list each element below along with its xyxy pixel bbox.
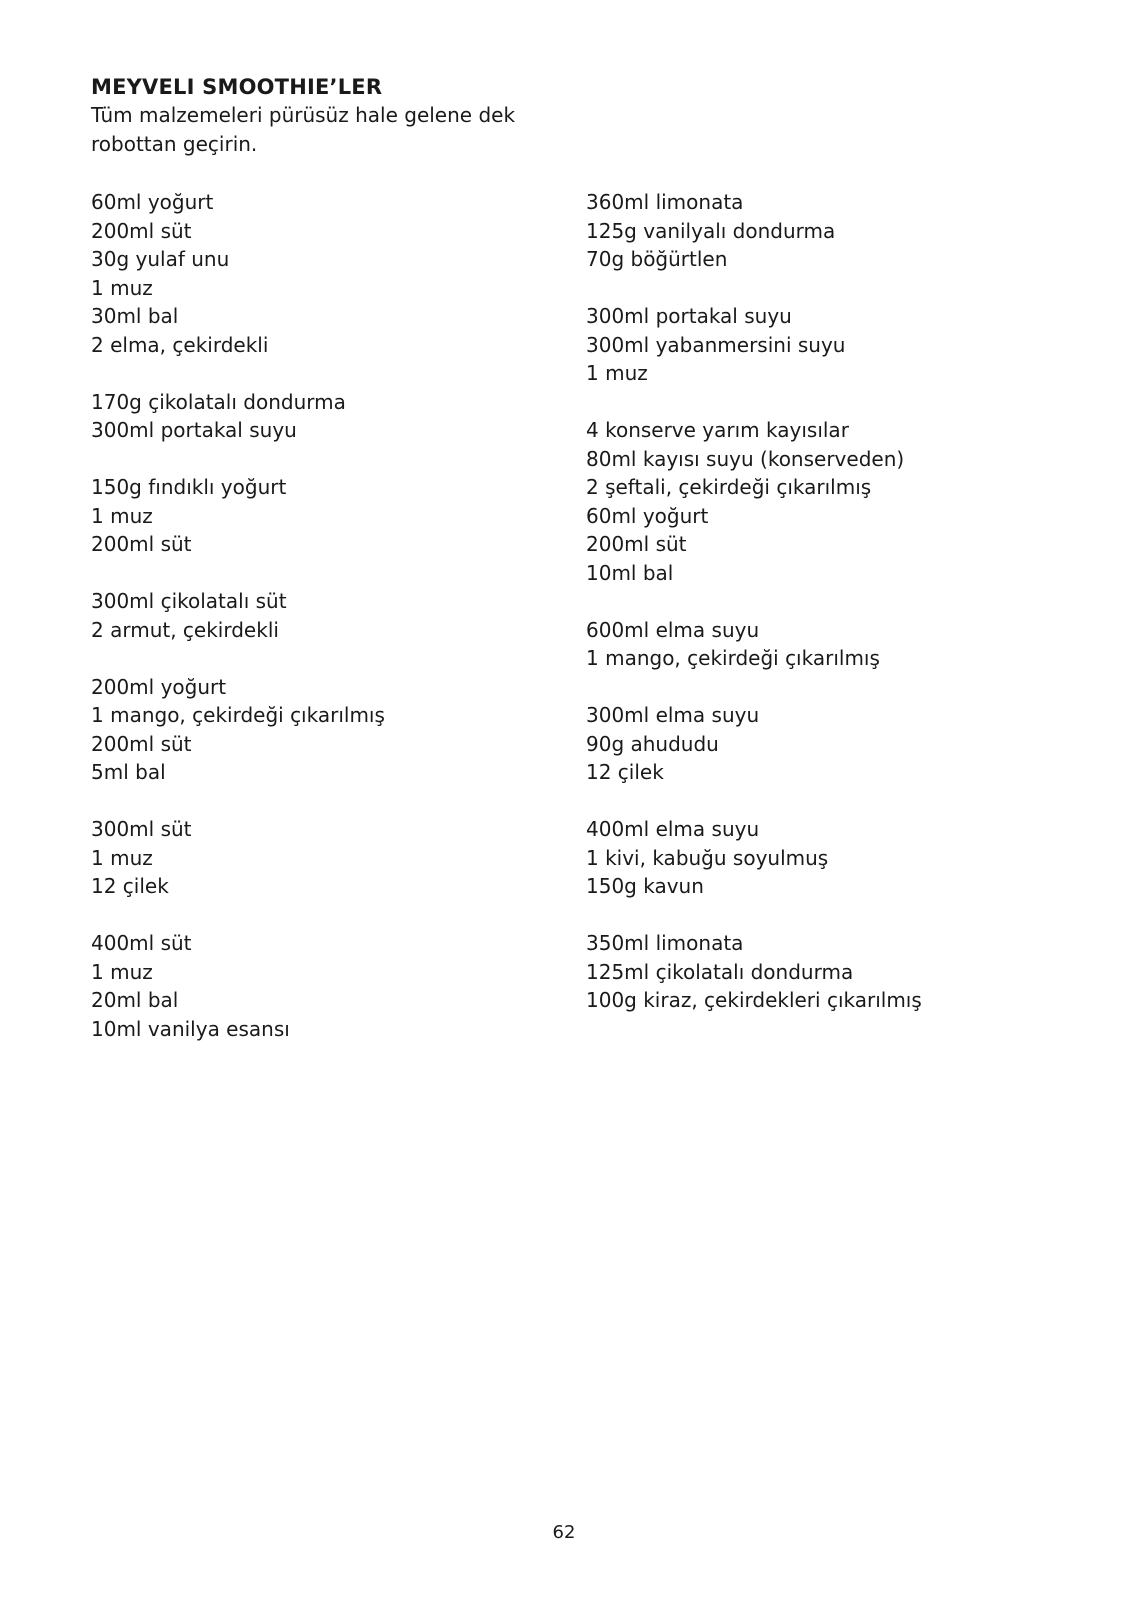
ingredient-line: 400ml süt — [91, 931, 192, 955]
ingredient-line: 125ml çikolatalı dondurma — [586, 959, 854, 984]
ingredient-line: 60ml yoğurt — [586, 503, 709, 528]
ingredient-line: 1 mango, çekirdeği çıkarılmış — [91, 703, 385, 727]
recipe-group — [586, 929, 1026, 1015]
recipe-group — [586, 701, 1026, 787]
page-number: 62 — [552, 1522, 576, 1543]
recipe-group — [586, 188, 1026, 274]
recipe-group — [586, 302, 1026, 388]
recipe-group — [586, 616, 1026, 673]
ingredient-line: 100g kiraz, çekirdekleri çıkarılmış — [586, 988, 922, 1012]
ingredient-line: 12 çilek — [586, 760, 664, 784]
ingredient-line: 1 muz — [91, 275, 153, 300]
ingredient-line: 90g ahududu — [586, 731, 719, 756]
recipe-group — [91, 188, 531, 359]
recipe-group — [586, 416, 1026, 587]
recipe-group — [91, 473, 531, 559]
ingredient-line: 1 mango, çekirdeği çıkarılmış — [586, 646, 880, 670]
ingredient-line: 150g fındıklı yoğurt — [91, 475, 287, 499]
ingredient-line: 1 muz — [91, 845, 153, 870]
ingredient-line: 4 konserve yarım kayısılar — [586, 418, 849, 442]
ingredient-line: 70g böğürtlen — [586, 247, 728, 271]
ingredient-line: 2 şeftali, çekirdeği çıkarılmış — [586, 475, 872, 499]
ingredient-line: 20ml bal — [91, 988, 179, 1012]
ingredient-line: 300ml çikolatalı süt — [91, 589, 287, 613]
ingredient-line: 1 kivi, kabuğu soyulmuş — [586, 845, 829, 870]
ingredient-line: 350ml limonata — [586, 931, 744, 955]
ingredient-line: 360ml limonata — [586, 190, 744, 214]
ingredient-line: 30ml bal — [91, 304, 179, 328]
ingredient-line: 300ml portakal suyu — [586, 304, 792, 328]
ingredient-line: 60ml yoğurt — [91, 190, 214, 214]
ingredient-line: 30g yulaf unu — [91, 247, 230, 271]
ingredient-line: 1 muz — [91, 503, 153, 528]
ingredient-line: 5ml bal — [91, 760, 166, 784]
ingredient-line: 1 muz — [586, 361, 648, 385]
ingredient-line: 10ml bal — [586, 560, 674, 585]
recipe-group — [91, 587, 531, 644]
left-recipe-column — [91, 188, 531, 1072]
recipe-group — [91, 673, 531, 787]
ingredient-line: 2 elma, çekirdekli — [91, 332, 269, 357]
ingredient-line: 2 armut, çekirdekli — [91, 617, 279, 642]
ingredient-line: 600ml elma suyu — [586, 617, 760, 642]
ingredient-line: 200ml süt — [586, 532, 687, 556]
ingredient-line: 200ml süt — [91, 731, 192, 756]
ingredient-line: 1 muz — [91, 959, 153, 984]
right-recipe-column — [586, 188, 1026, 1043]
ingredient-line: 12 çilek — [91, 874, 169, 898]
ingredient-line: 80ml kayısı suyu (konserveden) — [586, 446, 905, 471]
ingredient-line: 300ml portakal suyu — [91, 418, 297, 442]
recipe-group — [586, 815, 1026, 901]
ingredient-line: 10ml vanilya esansı — [91, 1016, 290, 1041]
ingredient-line: 150g kavun — [586, 874, 704, 898]
ingredient-line: 300ml yabanmersini suyu — [586, 332, 846, 357]
ingredient-line: 200ml yoğurt — [91, 674, 227, 699]
ingredient-line: 400ml elma suyu — [586, 817, 760, 841]
ingredient-line: 300ml elma suyu — [586, 703, 760, 727]
page-title: MEYVELI SMOOTHIE’LER — [91, 75, 383, 99]
ingredient-line: 125g vanilyalı dondurma — [586, 218, 836, 243]
ingredient-line: 200ml süt — [91, 532, 192, 556]
intro-text: Tüm malzemeleri pürüsüz hale gelene dek robottan geçirin. — [91, 103, 516, 156]
ingredient-line: 170g çikolatalı dondurma — [91, 389, 346, 414]
recipe-group — [91, 815, 531, 901]
ingredient-line: 200ml süt — [91, 218, 192, 243]
recipe-group — [91, 929, 531, 1043]
ingredient-line: 300ml süt — [91, 817, 192, 841]
recipe-group — [91, 388, 531, 445]
